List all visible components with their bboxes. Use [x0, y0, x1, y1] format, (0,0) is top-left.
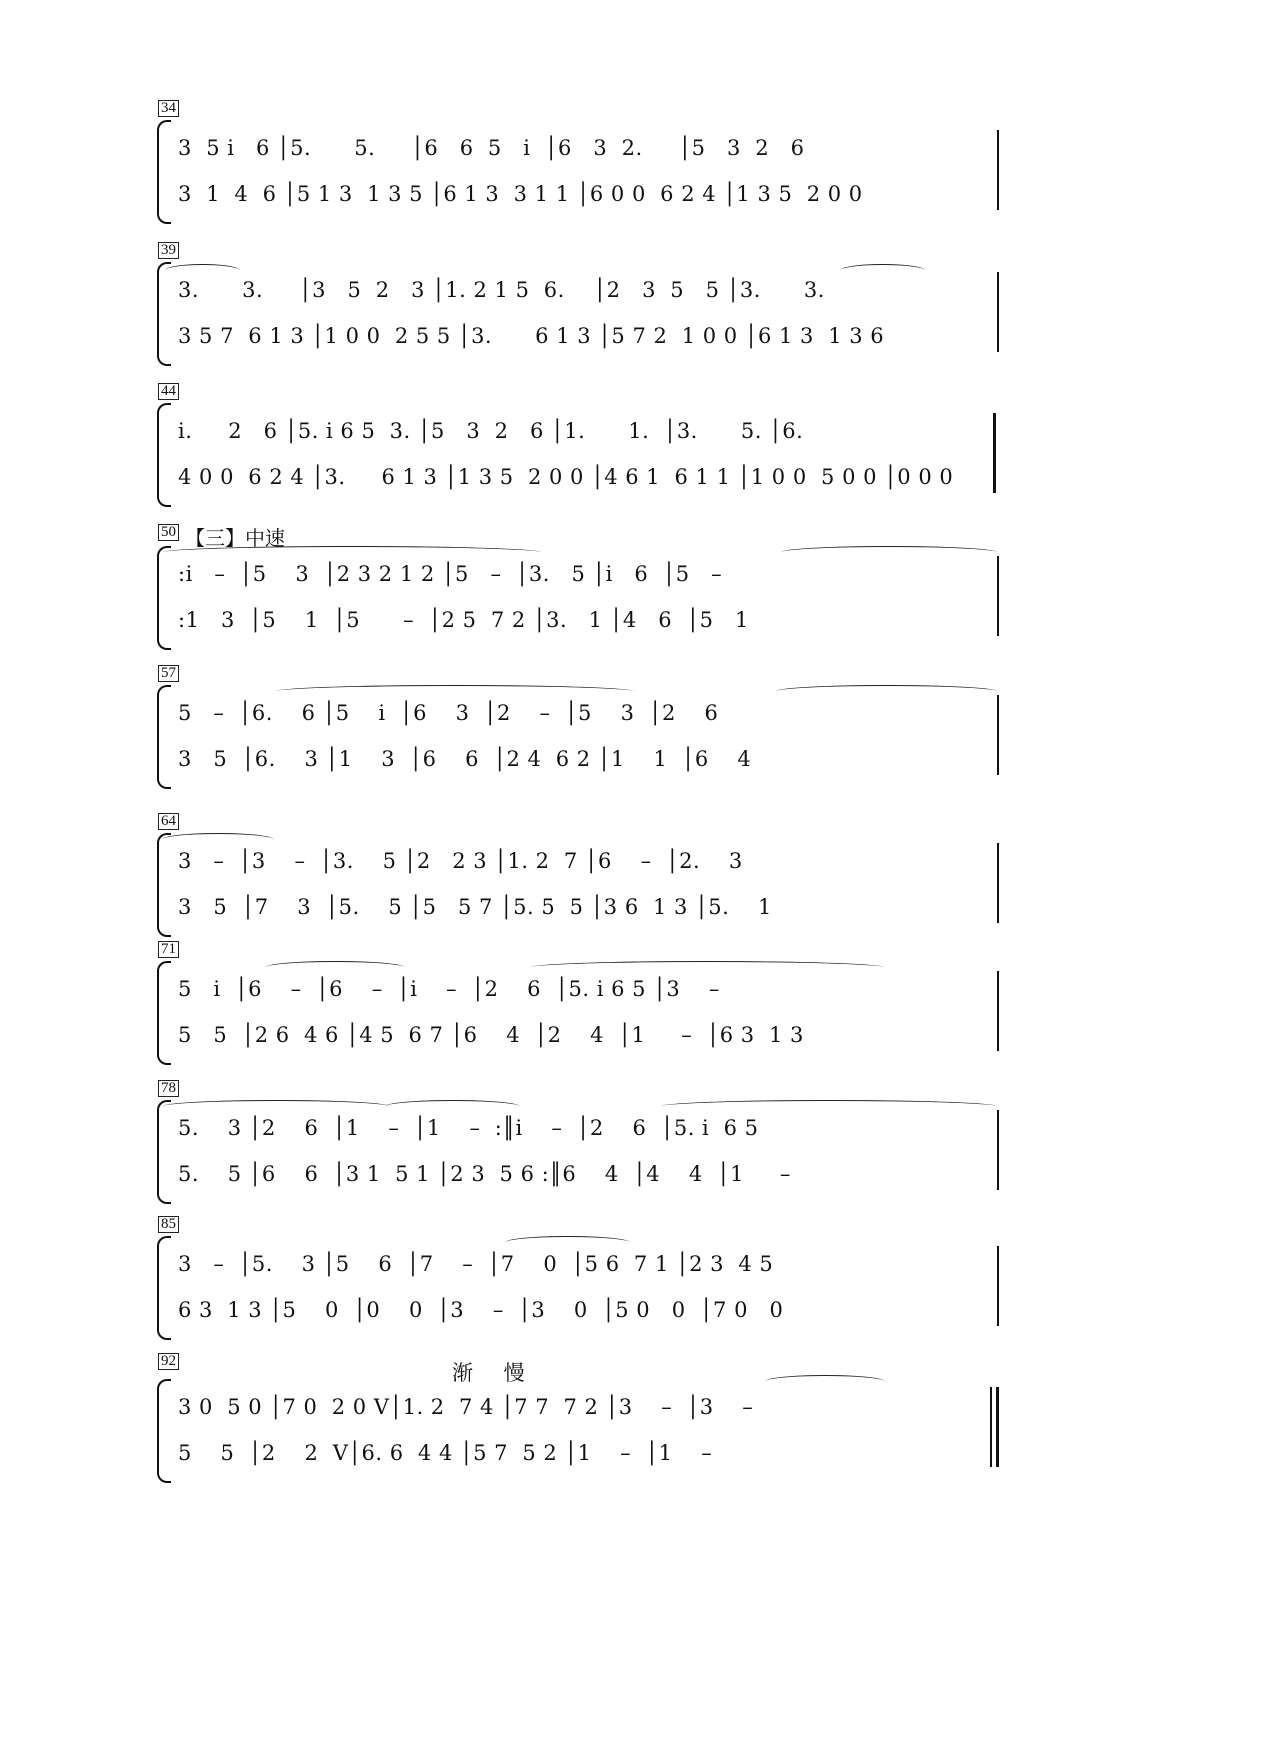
barline	[997, 556, 999, 636]
slur	[162, 546, 542, 559]
slur	[162, 1100, 390, 1113]
lower-voice: 3 1 4 6 │5 1 3 1 3 5 │6 1 3 3 1 1 │6 0 0 6 2 4 │1 3 5 2 0 0	[178, 182, 863, 206]
system-brace	[157, 1379, 171, 1483]
double-barline	[993, 413, 996, 493]
upper-voice: 3 5 i 6 │5. 5. │6 6 5 i │6 3 2. │5 3 2 6	[178, 136, 805, 160]
measure-number: 57	[158, 665, 179, 682]
slur	[780, 546, 998, 559]
upper-voice: 5 – │6. 6 │5 i │6 3 │2 – │5 3 │2 6	[178, 701, 719, 725]
tempo-marking: 渐 慢	[452, 1361, 537, 1385]
lower-voice: :1 3 │5 1 │5 – │2 5 7 2 │3. 1 │4 6 │5 1	[178, 608, 749, 632]
lower-voice: 3 5 7 6 1 3 │1 0 0 2 5 5 │3. 6 1 3 │5 7 2 1 0 0 │6 1 3 1 3 6	[178, 324, 885, 348]
system-brace	[157, 961, 171, 1065]
lower-voice: 3 5 │6. 3 │1 3 │6 6 │2 4 6 2 │1 1 │6 4	[178, 747, 752, 771]
slur	[385, 1100, 520, 1113]
lower-voice: 3 5 │7 3 │5. 5 │5 5 7 │5. 5 5 │3 6 1 3 │5. 1	[178, 895, 772, 919]
section-marking: 【三】中速	[185, 526, 285, 550]
upper-voice: 3 0 5 0 │7 0 2 0 V│1. 2 7 4 │7 7 7 2 │3 – │3 –	[178, 1395, 754, 1419]
lower-voice: 6 3 1 3 │5 0 │0 0 │3 – │3 0 │5 0 0 │7 0 0	[178, 1298, 784, 1322]
slur	[530, 961, 885, 974]
system-brace	[157, 1100, 171, 1204]
lower-voice: 5 5 │2 2 V│6. 6 4 4 │5 7 5 2 │1 – │1 –	[178, 1441, 713, 1465]
barline	[997, 843, 999, 923]
upper-voice: 5 i │6 – │6 – │i – │2 6 │5. i 6 5 │3 –	[178, 977, 720, 1001]
system-brace	[157, 262, 171, 366]
system-brace	[157, 546, 171, 650]
slur	[275, 685, 635, 698]
measure-number: 34	[158, 100, 179, 117]
measure-number: 85	[158, 1216, 179, 1233]
barline	[997, 130, 999, 210]
measure-number: 64	[158, 813, 179, 830]
measure-number: 78	[158, 1080, 179, 1097]
barline	[990, 1387, 992, 1467]
system-brace	[157, 120, 171, 224]
system-brace	[157, 685, 171, 789]
upper-voice: 3 – │3 – │3. 5 │2 2 3 │1. 2 7 │6 – │2. 3	[178, 849, 743, 873]
slur	[775, 685, 998, 698]
slur	[765, 1375, 885, 1388]
slur	[505, 1236, 630, 1249]
measure-number: 92	[158, 1353, 179, 1370]
upper-voice: :i – │5 3 │2 3 2 1 2 │5 – │3. 5 │i 6 │5 –	[178, 562, 723, 586]
measure-number: 44	[158, 383, 179, 400]
final-barline	[996, 1387, 999, 1467]
barline	[997, 971, 999, 1051]
system-brace	[157, 403, 171, 507]
slur	[165, 264, 240, 277]
slur	[660, 1100, 998, 1113]
upper-voice: 3. 3. │3 5 2 3 │1. 2 1 5 6. │2 3 5 5 │3. 3.	[178, 278, 825, 302]
lower-voice: 5 5 │2 6 4 6 │4 5 6 7 │6 4 │2 4 │1 – │6 3 1 3	[178, 1023, 804, 1047]
system-brace	[157, 833, 171, 937]
measure-number: 39	[158, 242, 179, 259]
upper-voice: 3 – │5. 3 │5 6 │7 – │7 0 │5 6 7 1 │2 3 4 5	[178, 1252, 774, 1276]
upper-voice: i. 2 6 │5. i 6 5 3. │5 3 2 6 │1. 1. │3. 5. │6.	[178, 419, 804, 443]
measure-number: 71	[158, 941, 179, 958]
barline	[997, 272, 999, 352]
lower-voice: 5. 5 │6 6 │3 1 5 1 │2 3 5 6 :║6 4 │4 4 │1 –	[178, 1162, 791, 1186]
slur	[162, 833, 274, 846]
barline	[997, 695, 999, 775]
upper-voice: 5. 3 │2 6 │1 – │1 – :║i – │2 6 │5. i 6 5	[178, 1116, 759, 1140]
measure-number: 50	[158, 524, 179, 541]
system-brace	[157, 1236, 171, 1340]
slur	[265, 961, 405, 974]
barline	[997, 1246, 999, 1326]
slur	[840, 264, 925, 277]
lower-voice: 4 0 0 6 2 4 │3. 6 1 3 │1 3 5 2 0 0 │4 6 1 6 1 1 │1 0 0 5 0 0 │0 0 0	[178, 465, 954, 489]
barline	[997, 1110, 999, 1190]
